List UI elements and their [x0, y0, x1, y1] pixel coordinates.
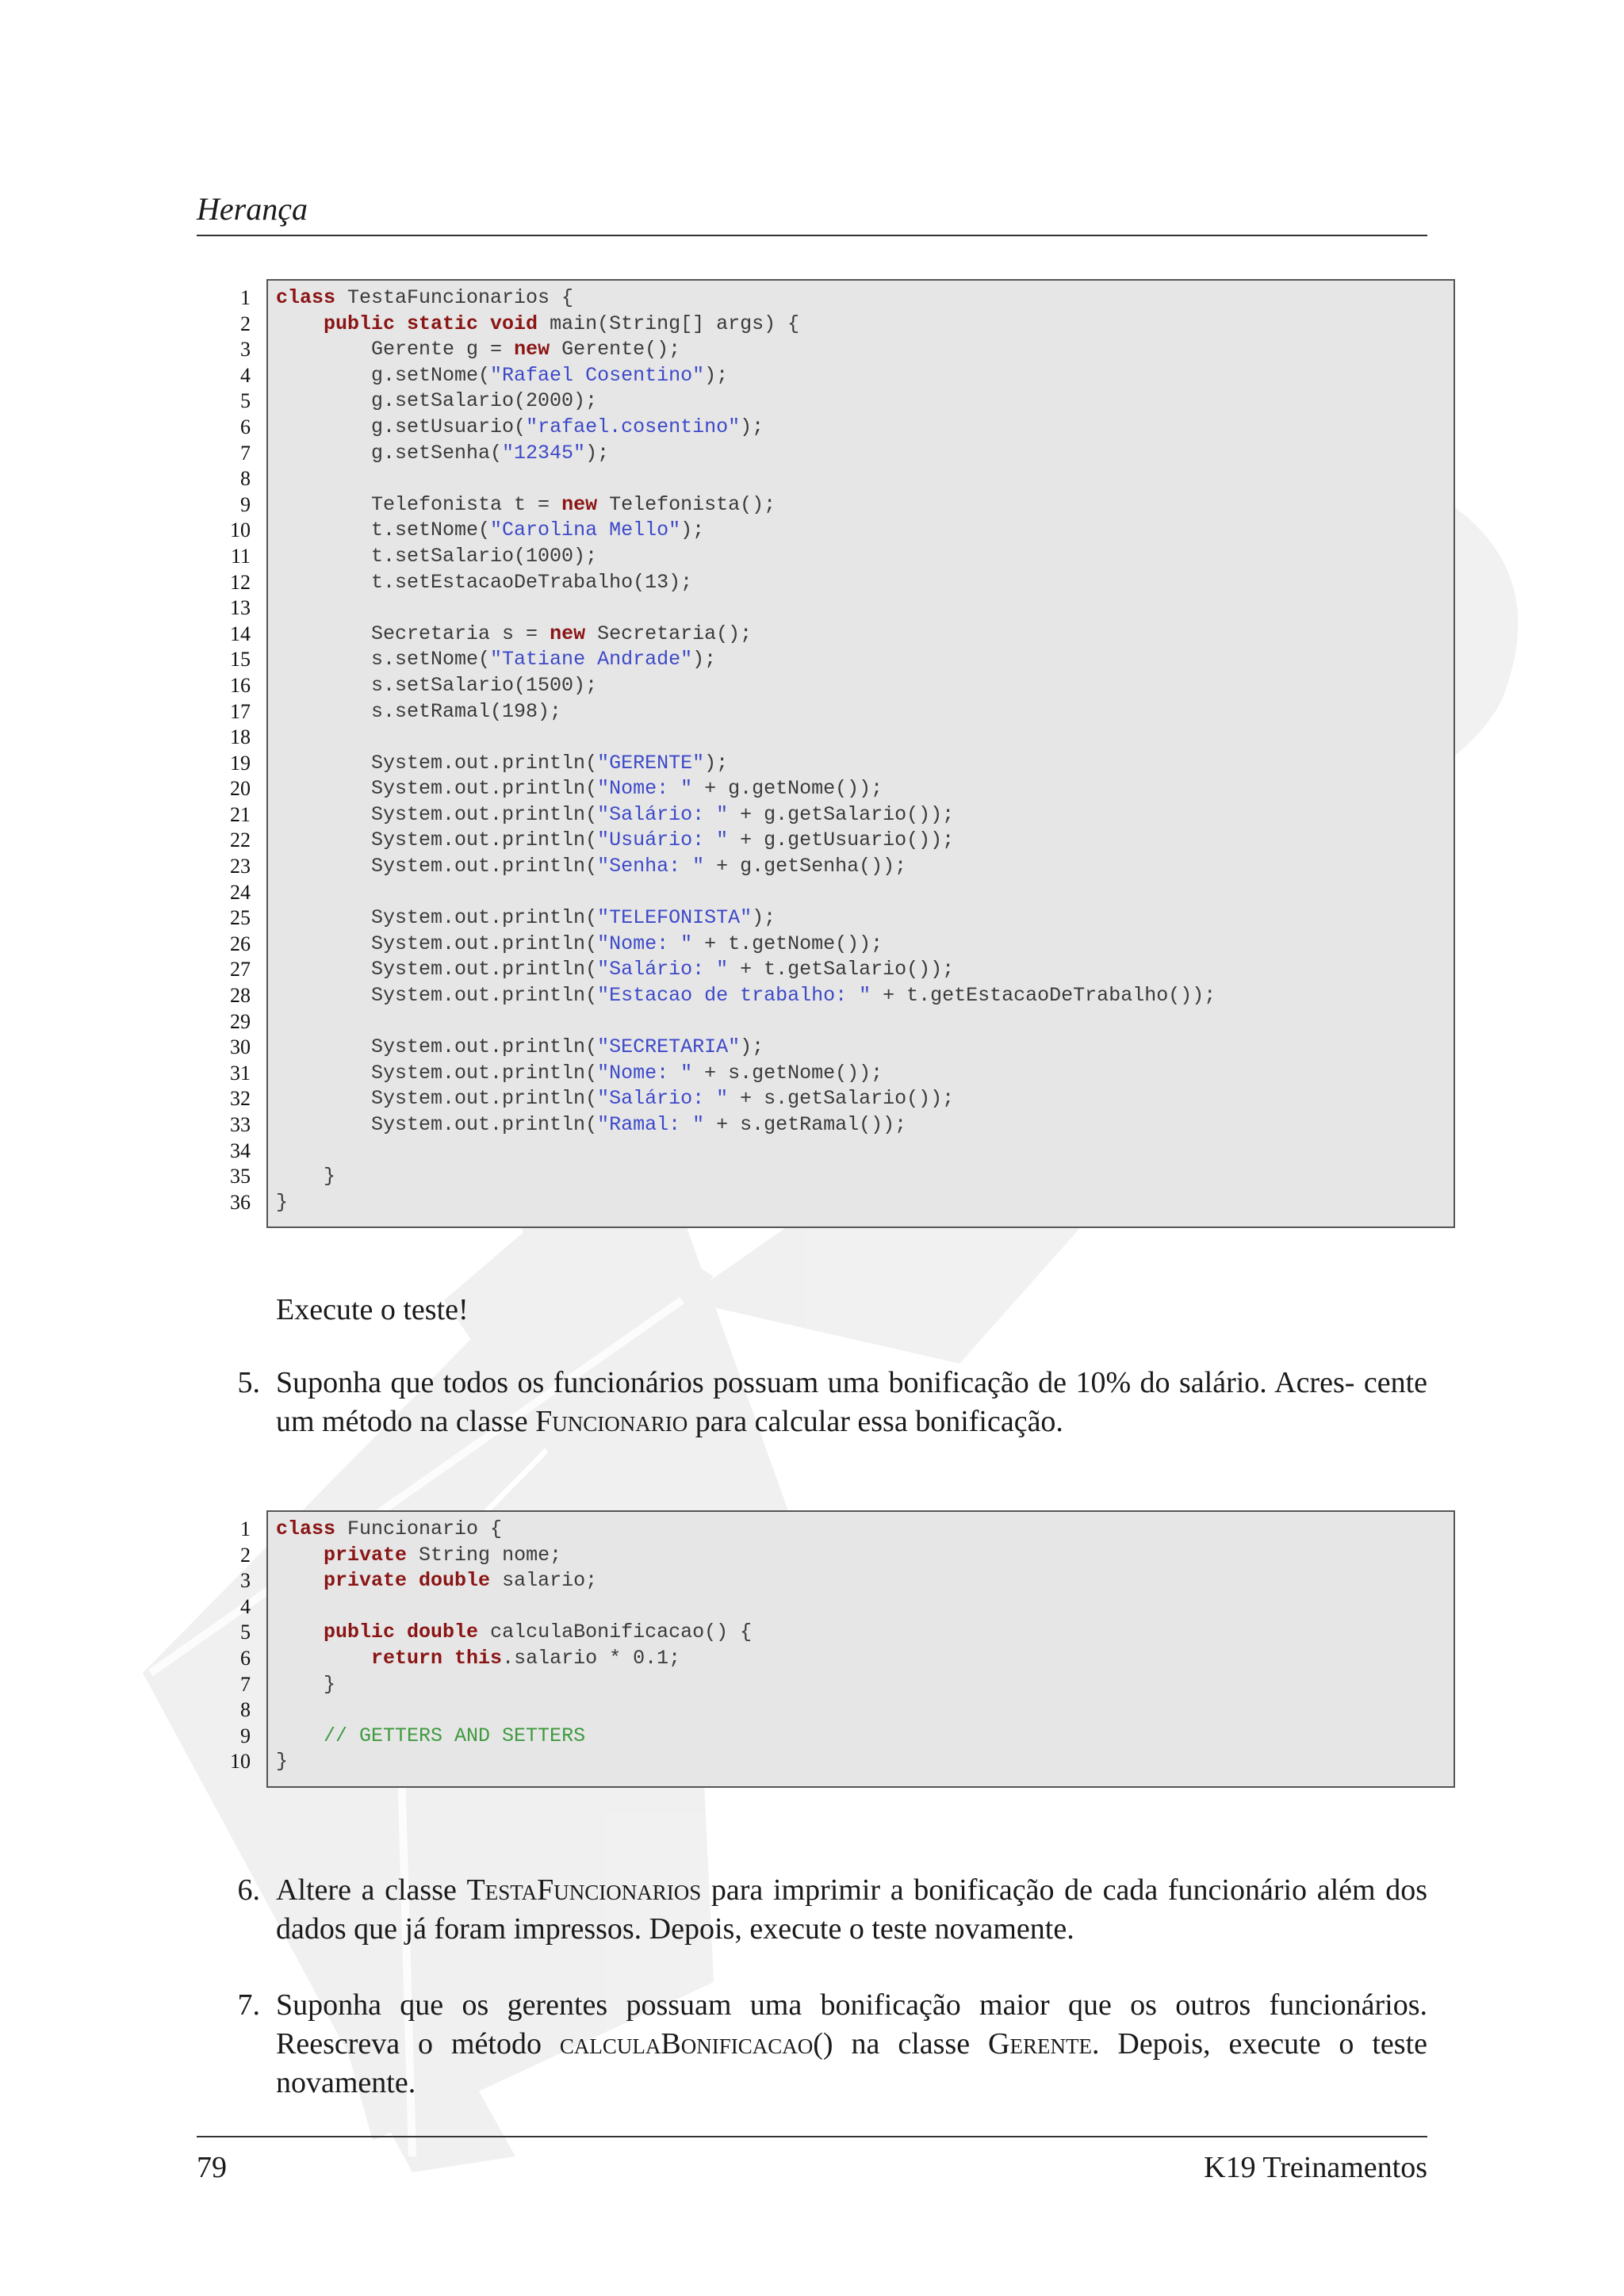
line-number: 9 — [240, 1724, 251, 1747]
line-number: 25 — [230, 906, 251, 930]
code-token: return this — [371, 1646, 503, 1670]
code-token: private double — [324, 1569, 491, 1593]
code-token: + t.getSalario()); — [728, 958, 955, 982]
code-line — [276, 595, 1216, 622]
code-token: ); — [704, 751, 729, 775]
class-name-ref: Funcionario — [535, 1405, 688, 1438]
code-token: .salario * 0.1; — [502, 1646, 681, 1670]
line-number: 3 — [240, 338, 251, 362]
line-number: 23 — [230, 855, 251, 878]
code-token: "Nome: " — [597, 777, 693, 801]
code-token: Secretaria(); — [585, 622, 753, 645]
code-line — [276, 932, 1216, 958]
text-run: para imprimir a bonificação de cada funcionário além dos dados que já foram impressos. Depois, execute o teste novamente. — [276, 1873, 1428, 1946]
code-line — [276, 544, 1216, 570]
header-rule — [197, 235, 1427, 236]
line-number: 31 — [230, 1061, 251, 1085]
line-number: 5 — [240, 389, 251, 413]
item-text — [276, 1364, 1427, 1441]
line-number: 12 — [230, 570, 251, 594]
line-number: 7 — [240, 1672, 251, 1696]
code-token: public double — [324, 1621, 479, 1644]
code-token: g.setNome( — [276, 363, 491, 387]
code-line — [276, 1112, 1216, 1138]
code-line — [276, 1035, 1216, 1061]
code-token: } — [276, 1672, 336, 1696]
code-token: + g.getNome()); — [692, 777, 883, 801]
code-block-testa-funcionarios — [197, 279, 1455, 1228]
line-number: 29 — [230, 1009, 251, 1033]
code-token: System.out.println( — [276, 906, 598, 930]
line-number: 6 — [240, 1646, 251, 1670]
line-number: 15 — [230, 648, 251, 672]
code-token: + s.getNome()); — [692, 1061, 883, 1085]
code-token: } — [276, 1190, 289, 1214]
code-line — [276, 1749, 752, 1775]
line-number: 30 — [230, 1035, 251, 1059]
line-number: 20 — [230, 777, 251, 801]
line-number: 16 — [230, 673, 251, 697]
code-token: calculaBonificacao() { — [478, 1621, 753, 1644]
code-token: } — [276, 1750, 289, 1774]
line-number: 10 — [230, 519, 251, 542]
code-line — [276, 854, 1216, 880]
code-box — [266, 1510, 1455, 1788]
line-numbers — [197, 285, 251, 1215]
line-number: 34 — [230, 1138, 251, 1162]
line-number: 28 — [230, 984, 251, 1008]
code-line — [276, 337, 1216, 363]
code-lines — [276, 285, 1216, 1215]
code-token: System.out.println( — [276, 1113, 598, 1136]
code-token: "Tatiane Andrade" — [490, 648, 693, 672]
line-number: 4 — [240, 1594, 251, 1618]
code-token — [276, 1569, 324, 1592]
line-number: 26 — [230, 932, 251, 955]
item-text — [276, 1871, 1427, 1949]
code-line — [276, 1061, 1216, 1087]
code-line — [276, 647, 1216, 673]
code-token — [276, 1621, 324, 1644]
code-token — [276, 1724, 324, 1747]
code-line — [276, 957, 1216, 983]
line-number: 8 — [240, 467, 251, 491]
code-line — [276, 285, 1216, 312]
code-token: "Senha: " — [597, 855, 705, 878]
chapter-title: Herança — [197, 191, 308, 227]
code-token: s.setRamal(198); — [276, 699, 562, 723]
code-line — [276, 1164, 1216, 1190]
code-token: g.setSalario(2000); — [276, 389, 598, 413]
line-number: 4 — [240, 363, 251, 387]
line-number: 7 — [240, 441, 251, 465]
code-token: private — [324, 1543, 408, 1567]
code-box — [266, 279, 1455, 1228]
code-line — [276, 905, 1216, 932]
line-number: 1 — [240, 1517, 251, 1540]
code-token: ); — [692, 648, 717, 672]
text-run: para calcular essa bonificação. — [688, 1405, 1063, 1438]
code-token — [276, 312, 324, 335]
code-line — [276, 802, 1216, 828]
code-line — [276, 492, 1216, 519]
code-token: Gerente(); — [550, 338, 681, 362]
code-token: Gerente g = — [276, 338, 515, 362]
line-number: 33 — [230, 1113, 251, 1136]
code-token: g.setSenha( — [276, 441, 503, 465]
line-number: 5 — [240, 1621, 251, 1644]
line-number: 6 — [240, 415, 251, 438]
code-token: "Usuário: " — [597, 828, 729, 852]
class-name-ref: TestaFuncionarios — [466, 1873, 702, 1907]
code-token: "Nome: " — [597, 1061, 693, 1085]
code-line — [276, 441, 1216, 467]
code-line — [276, 1517, 752, 1543]
code-line — [276, 1568, 752, 1594]
line-number: 1 — [240, 286, 251, 309]
code-token: "SECRETARIA" — [597, 1035, 741, 1059]
footer-rule — [197, 2136, 1427, 2137]
code-token: String nome; — [407, 1543, 562, 1567]
code-token: t.setSalario(1000); — [276, 544, 598, 568]
code-token: System.out.println( — [276, 958, 598, 982]
code-token: System.out.println( — [276, 802, 598, 826]
code-block-funcionario — [197, 1510, 1455, 1788]
code-line — [276, 1543, 752, 1569]
code-token: "Carolina Mello" — [490, 519, 681, 542]
code-token: ); — [740, 1035, 764, 1059]
line-number: 35 — [230, 1165, 251, 1188]
code-token: System.out.println( — [276, 1061, 598, 1085]
code-line — [276, 570, 1216, 596]
code-line — [276, 466, 1216, 492]
code-token: new — [561, 492, 598, 516]
line-number: 9 — [240, 492, 251, 516]
code-token: t.setEstacaoDeTrabalho(13); — [276, 570, 693, 594]
item-number: 6. — [237, 1873, 260, 1907]
code-token: System.out.println( — [276, 1087, 598, 1111]
code-line — [276, 1697, 752, 1724]
code-token: new — [550, 622, 586, 645]
line-number: 17 — [230, 699, 251, 723]
code-token: "Rafael Cosentino" — [490, 363, 705, 387]
line-number: 11 — [230, 544, 251, 568]
code-line — [276, 622, 1216, 648]
list-item-5 — [197, 1364, 1427, 1443]
code-token — [276, 1647, 371, 1670]
code-line — [276, 1086, 1216, 1112]
code-token: Telefonista(); — [597, 492, 776, 516]
line-number: 18 — [230, 725, 251, 749]
list-item-7 — [197, 1986, 1427, 2105]
line-number: 21 — [230, 802, 251, 826]
code-line — [276, 751, 1216, 777]
line-number: 36 — [230, 1190, 251, 1214]
item-number: 5. — [237, 1366, 260, 1399]
code-token: System.out.println( — [276, 984, 598, 1008]
code-token: "Salário: " — [597, 1087, 729, 1111]
line-number: 10 — [230, 1750, 251, 1774]
code-token: new — [514, 338, 550, 362]
code-token: s.setNome( — [276, 648, 491, 672]
code-token: "TELEFONISTA" — [597, 906, 753, 930]
code-line — [276, 673, 1216, 699]
text-run: Suponha que todos os funcionários possuam uma bonificação de 10% do salário. Acres- cente um método na classe — [276, 1366, 1427, 1438]
code-line — [276, 1138, 1216, 1165]
code-token: // GETTERS AND SETTERS — [324, 1724, 586, 1747]
code-token: t.setNome( — [276, 519, 491, 542]
code-line — [276, 1620, 752, 1646]
text-run: Altere a classe — [276, 1873, 467, 1907]
item-number: 7. — [237, 1988, 260, 2022]
line-number: 2 — [240, 1543, 251, 1567]
code-token: ); — [740, 415, 764, 438]
code-token: + s.getRamal()); — [704, 1113, 907, 1136]
code-token: class — [276, 286, 336, 309]
code-token: "Salário: " — [597, 958, 729, 982]
code-line — [276, 725, 1216, 751]
list-item-6 — [197, 1871, 1427, 1950]
code-token: + t.getNome()); — [692, 932, 883, 955]
code-token: ); — [585, 441, 610, 465]
line-number: 3 — [240, 1569, 251, 1593]
code-line — [276, 312, 1216, 338]
line-number: 22 — [230, 828, 251, 852]
code-token: class — [276, 1517, 336, 1540]
code-token: "12345" — [502, 441, 586, 465]
code-token: "Nome: " — [597, 932, 693, 955]
code-token: s.setSalario(1500); — [276, 673, 598, 697]
code-token: "Ramal: " — [597, 1113, 705, 1136]
execute-text: Execute o teste! — [276, 1293, 469, 1326]
text-run: . Depois, execute o teste novamente. — [276, 2027, 1427, 2099]
line-number: 27 — [230, 958, 251, 982]
code-line — [276, 1190, 1216, 1216]
code-token: g.setUsuario( — [276, 415, 527, 438]
code-token: TestaFuncionarios { — [335, 286, 574, 309]
code-token: main(String[] args) { — [538, 312, 800, 335]
code-line — [276, 828, 1216, 854]
code-line — [276, 1672, 752, 1698]
code-token: Secretaria s = — [276, 622, 550, 645]
code-line — [276, 1594, 752, 1621]
code-line — [276, 518, 1216, 544]
code-token: System.out.println( — [276, 751, 598, 775]
code-line — [276, 699, 1216, 725]
class-name-ref: Gerente — [988, 2027, 1092, 2061]
code-token: System.out.println( — [276, 855, 598, 878]
code-token: System.out.println( — [276, 1035, 598, 1059]
code-token: "rafael.cosentino" — [526, 415, 741, 438]
code-token: + s.getSalario()); — [728, 1087, 955, 1111]
code-token — [276, 1544, 324, 1567]
code-token: + t.getEstacaoDeTrabalho()); — [871, 984, 1216, 1008]
code-line — [276, 1009, 1216, 1035]
line-number: 19 — [230, 751, 251, 775]
code-token: + g.getSenha()); — [704, 855, 907, 878]
code-token: "GERENTE" — [597, 751, 705, 775]
code-line — [276, 983, 1216, 1009]
code-token: } — [276, 1165, 336, 1188]
code-token: ); — [704, 363, 729, 387]
code-line — [276, 1724, 752, 1750]
line-numbers — [197, 1517, 251, 1775]
code-line — [276, 388, 1216, 415]
code-token: System.out.println( — [276, 777, 598, 801]
code-token: public static void — [324, 312, 538, 335]
code-token: Telefonista t = — [276, 492, 562, 516]
line-number: 13 — [230, 596, 251, 620]
line-number: 32 — [230, 1087, 251, 1111]
text-run: Suponha que os gerentes possuam uma bonificação maior que os outros funcionários. Reescreva o método — [276, 1988, 1427, 2061]
code-token: ); — [680, 519, 705, 542]
line-number: 2 — [240, 312, 251, 335]
page-number: 79 — [197, 2151, 227, 2184]
code-token: "Estacao de trabalho: " — [597, 984, 871, 1008]
publisher-name: K19 Treinamentos — [1204, 2151, 1427, 2184]
line-number: 24 — [230, 880, 251, 904]
code-token: System.out.println( — [276, 828, 598, 852]
code-token: Funcionario { — [335, 1517, 503, 1540]
class-name-ref: calculaBonificacao() — [559, 2027, 833, 2061]
item-text — [276, 1986, 1427, 2103]
code-line — [276, 776, 1216, 802]
line-number: 14 — [230, 622, 251, 645]
code-line — [276, 363, 1216, 389]
code-line — [276, 415, 1216, 441]
code-token: "Salário: " — [597, 802, 729, 826]
text-run: na classe — [833, 2027, 989, 2061]
code-token: ); — [752, 906, 776, 930]
line-number: 8 — [240, 1698, 251, 1722]
code-token: System.out.println( — [276, 932, 598, 955]
code-lines — [276, 1517, 752, 1775]
code-token: salario; — [490, 1569, 598, 1593]
code-token: + g.getSalario()); — [728, 802, 955, 826]
code-line — [276, 1646, 752, 1672]
code-line — [276, 880, 1216, 906]
code-token: + g.getUsuario()); — [728, 828, 955, 852]
